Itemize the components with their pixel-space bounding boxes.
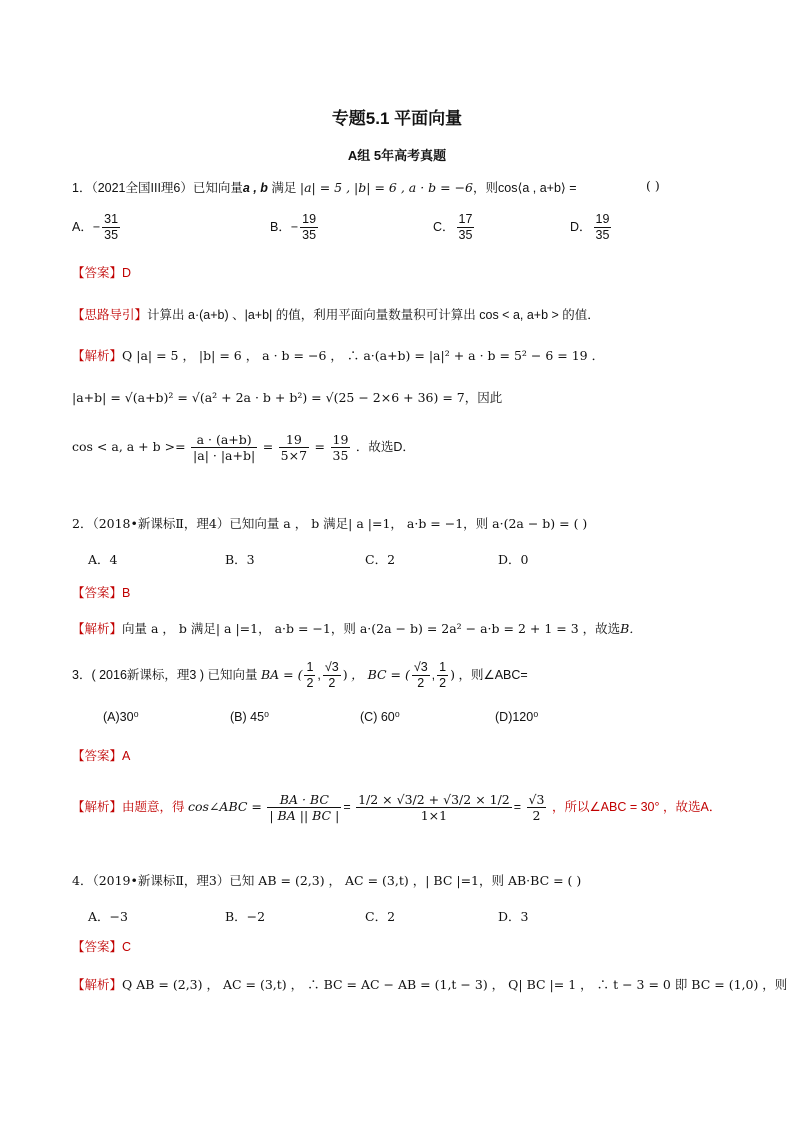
q1-option-d-label: D．	[570, 219, 592, 234]
q3-solution-tag: 【解析】	[72, 799, 123, 814]
q1-sol3-eq1: =	[262, 438, 274, 454]
q3-sol-f2-num: 1/2 × √3/2 + √3/2 × 1/2	[358, 792, 510, 807]
q1-solution-line-2	[72, 388, 502, 406]
q3-sol-f3-den: 2	[532, 808, 541, 823]
q1-option-c-num: 17	[458, 212, 473, 226]
q1-solution-text-2: |a+b| = √(a+b)² = √(a² + 2a · b + b²) = √(25 − 2×6 + 36) = 7	[72, 390, 465, 405]
q1-option-a-label: A．−	[72, 219, 101, 234]
q2-answer	[72, 583, 130, 602]
q1-option-d-num: 19	[595, 212, 610, 226]
q3-option-d: (D)120⁰	[495, 710, 539, 724]
q1-option-c-label: C．	[433, 219, 455, 234]
q1-option-c-den: 35	[458, 228, 473, 242]
q3-ba-close: )	[342, 666, 348, 682]
q2-option-d: D．0	[498, 552, 529, 567]
q3-sol-f1-den: | BA || BC |	[269, 808, 340, 823]
q2-answer-value: B	[122, 586, 131, 600]
question-4-stem: 4．（2019•新课标Ⅱ，理3）已知 AB = (2,3) ， AC = (3,t) ，| BC |=1，则 AB·BC = ( )	[72, 873, 582, 888]
page-title: 专题5.1 平面向量	[331, 109, 463, 128]
q1-option-c	[433, 212, 476, 243]
q2-answer-tag: 【答案】	[72, 586, 123, 600]
question-3-stem: 3．( 2016新课标，理3 ) 已知向量 BA = ( $\frac{1}{2}$ , $\frac{√3}{2}$ ) ， BC = ( $\frac{√3}{2}$ , $\frac{1}{2}$ ) ，则∠ABC=	[72, 660, 528, 690]
q3-solution: 【解析】由题意，得 cos∠ABC = $\frac{BA \cdot BC}{| BA || BC |}$ = $\frac{1/2 \times √3/2 + √3/2 \times 1/2}{1\times 1}$ = $\frac{√3}{2}$ ，所以∠ABC = 30° ，故选A．	[72, 792, 722, 823]
q3-option-c: (C) 60⁰	[360, 710, 400, 724]
q1-stem-text: 1．（2021全国III理6）已知向量	[72, 181, 243, 195]
q3-option-a: (A)30⁰	[103, 710, 139, 724]
q3-ba-den2: 2	[328, 676, 336, 690]
q4-option-c: C．2	[365, 909, 396, 924]
q1-option-a-num: 31	[104, 212, 119, 226]
q3-ba-lhs: BA = (	[260, 666, 303, 682]
q2-solution-end: B．	[620, 621, 642, 636]
q2-option-c: C．2	[365, 552, 396, 567]
q4-solution-tag: 【解析】	[72, 978, 123, 992]
q3-answer-tag: 【答案】	[72, 749, 123, 763]
q1-option-b	[270, 212, 320, 243]
q3-bc-den1: 2	[417, 676, 425, 690]
q1-option-d	[570, 212, 613, 243]
q4-solution	[72, 975, 787, 993]
section-subtitle: A组 5年高考真题	[347, 148, 447, 163]
q1-option-b-label: B．−	[270, 219, 299, 234]
q1-answer	[72, 263, 131, 282]
q3-bc-den2: 2	[439, 676, 447, 690]
q1-sol3-lhs: cos < a, a + b >=	[72, 438, 186, 454]
q3-answer	[72, 746, 130, 765]
question-1-stem	[72, 178, 577, 196]
q2-solution	[72, 619, 642, 637]
q3-solution-cos: cos∠ABC =	[188, 798, 262, 814]
q3-option-b: (B) 45⁰	[230, 710, 270, 724]
q1-option-a	[72, 212, 122, 243]
q3-sol-f2-den: 1×1	[420, 808, 448, 823]
q3-ba-num2: √3	[324, 660, 339, 674]
q1-vars: a , b	[242, 181, 268, 195]
q3-ba-den1: 2	[306, 676, 314, 690]
q4-option-a: A．−3	[88, 909, 128, 924]
q2-solution-text: 向量 a ， b 满足| a |=1， a·b = −1，则 a·(2a − b) = 2a² − a·b = 2 + 1 = 3 ，故选	[122, 621, 621, 636]
q1-sol3-frac3-den: 35	[332, 448, 349, 463]
q3-answer-value: A	[122, 749, 131, 763]
q4-solution-text: Q AB = (2,3) ， AC = (3,t) ， ∴ BC = AC − AB = (1,t − 3) ， Q| BC |= 1 ， ∴ t − 3 = 0 即 BC = (1,0) ，则	[122, 977, 788, 992]
q3-stem-text: 3．( 2016新课标，理3 ) 已知向量	[72, 667, 258, 682]
q3-solution-tail: ，所以∠ABC = 30° ，故选A．	[551, 799, 722, 814]
q1-sol3-frac2-den: 5×7	[280, 448, 308, 463]
q1-solution-line-3	[72, 432, 415, 463]
q2-option-b: B．3	[225, 552, 255, 567]
q3-ba-num1: 1	[306, 660, 314, 674]
q4-answer	[72, 937, 131, 956]
q1-sol3-frac1-num: a · (a+b)	[191, 432, 257, 448]
q2-option-a: A．4	[88, 552, 118, 567]
q1-ask: ，则cos⟨a , a+b⟩ =	[473, 181, 577, 195]
q1-option-b-den: 35	[302, 228, 317, 242]
q1-solution-tag: 【解析】	[72, 349, 123, 363]
q1-hint-tag: 【思路导引】	[72, 308, 148, 322]
q1-solution-line-1	[72, 346, 604, 364]
q1-sol3-frac1-den: |a| · |a+b|	[193, 448, 256, 463]
q1-sol3-eq2: =	[314, 438, 326, 454]
q3-bc-num1: √3	[413, 660, 428, 674]
q4-answer-tag: 【答案】	[72, 940, 123, 954]
q1-option-b-num: 19	[302, 212, 317, 226]
q1-condition: |a| = 5 , |b| = 6 , a · b = −6	[299, 180, 473, 195]
q1-cond-label: 满足	[271, 181, 297, 195]
q1-sol3-tail: ．故选D．	[355, 439, 415, 454]
q1-answer-paren: ( )	[646, 178, 660, 193]
q1-option-d-den: 35	[595, 228, 610, 242]
q3-sol-f1-num: BA · BC	[267, 792, 341, 808]
q1-solution-tail-2: ，因此	[464, 391, 503, 405]
q4-option-d: D．3	[498, 909, 529, 924]
q1-sol3-frac3-num: 19	[332, 432, 349, 447]
q3-solution-lead: 由题意，得	[122, 799, 185, 814]
q3-sol-f3-num: √3	[528, 792, 545, 807]
question-2-stem: 2．（2018•新课标Ⅱ，理4）已知向量 a ， b 满足| a |=1， a·b = −1，则 a·(2a − b) = ( )	[72, 516, 588, 531]
q2-solution-tag: 【解析】	[72, 622, 123, 636]
q4-option-b: B．−2	[225, 909, 266, 924]
q1-hint-text: 计算出 a·(a+b) 、|a+b| 的值，利用平面向量数量积可计算出 cos < a, a+b > 的值．	[147, 308, 600, 322]
q1-option-a-den: 35	[104, 228, 119, 242]
q3-bc-num2: 1	[439, 660, 447, 674]
q4-answer-value: C	[122, 940, 132, 954]
q1-answer-value: D	[122, 266, 132, 280]
q1-answer-tag: 【答案】	[72, 266, 123, 280]
q3-bc-lhs: ， BC = (	[351, 666, 410, 682]
q1-sol3-frac2-num: 19	[279, 432, 309, 448]
q3-bc-close: )	[450, 666, 455, 682]
q3-ask: ，则∠ABC=	[458, 667, 528, 682]
q1-solution-text-1: Q |a| = 5 ， |b| = 6 ， a · b = −6 ， ∴ a·(a+b) = |a|² + a · b = 5² − 6 = 19 ．	[122, 348, 605, 363]
q1-hint	[72, 305, 600, 323]
